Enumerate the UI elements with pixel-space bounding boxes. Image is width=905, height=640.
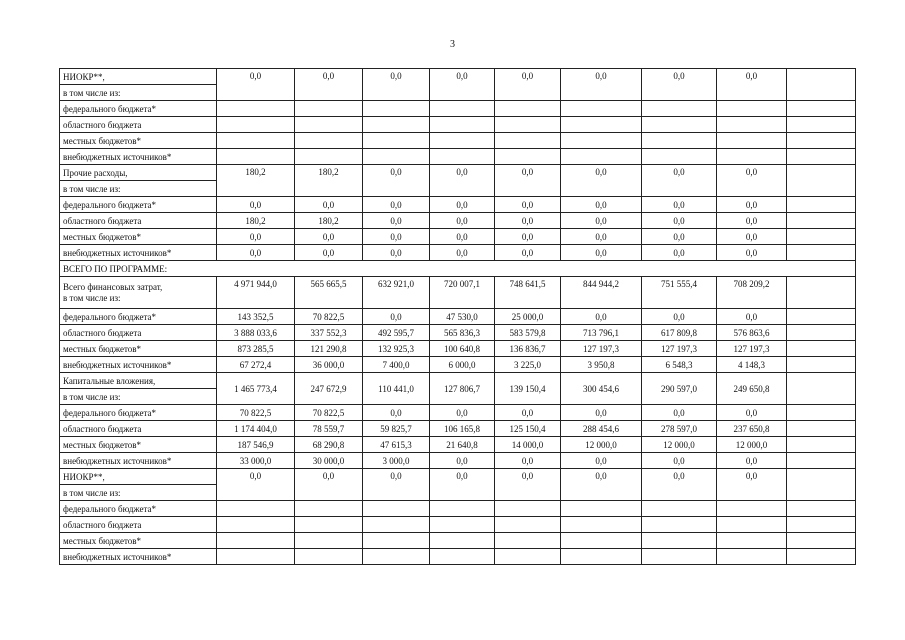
value-cell: 0,0 <box>561 309 642 325</box>
value-cell: 70 822,5 <box>295 405 363 421</box>
table-row <box>60 245 856 261</box>
row-label: Прочие расходы, <box>60 165 217 181</box>
value-cell: 0,0 <box>717 197 787 213</box>
value-cell <box>430 149 495 165</box>
row-sublabel: в том числе из: <box>60 181 217 197</box>
value-cell: 12 000,0 <box>561 437 642 453</box>
value-cell: 0,0 <box>717 165 787 197</box>
value-cell <box>217 133 295 149</box>
value-cell <box>642 517 717 533</box>
value-cell <box>787 533 856 549</box>
value-cell <box>787 245 856 261</box>
group-header-row <box>60 69 856 85</box>
value-cell: 0,0 <box>495 69 561 101</box>
value-cell: 125 150,4 <box>495 421 561 437</box>
value-cell <box>363 517 430 533</box>
value-cell: 187 546,9 <box>217 437 295 453</box>
value-cell <box>295 117 363 133</box>
value-cell: 748 641,5 <box>495 277 561 309</box>
value-cell: 4 971 944,0 <box>217 277 295 309</box>
table-row <box>60 501 856 517</box>
value-cell: 247 672,9 <box>295 373 363 405</box>
value-cell: 751 555,4 <box>642 277 717 309</box>
row-label: федерального бюджета* <box>60 101 217 117</box>
value-cell <box>787 69 856 101</box>
value-cell: 3 000,0 <box>363 453 430 469</box>
value-cell: 180,2 <box>295 213 363 229</box>
value-cell: 0,0 <box>642 213 717 229</box>
value-cell: 0,0 <box>642 405 717 421</box>
value-cell: 0,0 <box>717 213 787 229</box>
value-cell: 576 863,6 <box>717 325 787 341</box>
row-sublabel: в том числе из: <box>60 85 217 101</box>
value-cell: 0,0 <box>430 213 495 229</box>
value-cell <box>787 405 856 421</box>
value-cell <box>430 101 495 117</box>
row-sublabel: в том числе из: <box>60 485 217 501</box>
value-cell <box>787 165 856 197</box>
value-cell <box>495 501 561 517</box>
table-row <box>60 149 856 165</box>
row-label: федерального бюджета* <box>60 197 217 213</box>
value-cell: 290 597,0 <box>642 373 717 405</box>
value-cell: 0,0 <box>717 405 787 421</box>
value-cell: 0,0 <box>363 69 430 101</box>
value-cell <box>495 517 561 533</box>
value-cell: 47 615,3 <box>363 437 430 453</box>
value-cell: 0,0 <box>642 309 717 325</box>
value-cell <box>717 501 787 517</box>
value-cell: 632 921,0 <box>363 277 430 309</box>
value-cell <box>561 533 642 549</box>
value-cell: 110 441,0 <box>363 373 430 405</box>
value-cell: 844 944,2 <box>561 277 642 309</box>
value-cell: 0,0 <box>561 469 642 501</box>
value-cell: 0,0 <box>430 197 495 213</box>
value-cell: 0,0 <box>495 197 561 213</box>
value-cell: 36 000,0 <box>295 357 363 373</box>
row-label: областного бюджета <box>60 325 217 341</box>
value-cell: 0,0 <box>642 165 717 197</box>
value-cell: 0,0 <box>217 245 295 261</box>
value-cell <box>295 133 363 149</box>
table-row <box>60 309 856 325</box>
row-label: местных бюджетов* <box>60 533 217 549</box>
value-cell: 0,0 <box>717 245 787 261</box>
value-cell: 300 454,6 <box>561 373 642 405</box>
value-cell <box>363 549 430 565</box>
value-cell <box>787 309 856 325</box>
value-cell <box>787 501 856 517</box>
value-cell: 0,0 <box>717 229 787 245</box>
value-cell <box>787 357 856 373</box>
value-cell: 0,0 <box>495 213 561 229</box>
table-row <box>60 133 856 149</box>
value-cell <box>561 501 642 517</box>
row-label: областного бюджета <box>60 421 217 437</box>
value-cell <box>787 213 856 229</box>
row-label: НИОКР**, <box>60 69 217 85</box>
section-row <box>60 261 856 277</box>
value-cell <box>787 117 856 133</box>
value-cell: 139 150,4 <box>495 373 561 405</box>
value-cell: 565 665,5 <box>295 277 363 309</box>
value-cell <box>787 437 856 453</box>
table-row <box>60 421 856 437</box>
value-cell: 1 174 404,0 <box>217 421 295 437</box>
value-cell <box>787 517 856 533</box>
row-label: внебюджетных источников* <box>60 245 217 261</box>
value-cell: 0,0 <box>430 469 495 501</box>
value-cell: 0,0 <box>430 245 495 261</box>
row-label: областного бюджета <box>60 117 217 133</box>
value-cell <box>642 549 717 565</box>
row-label-line: Всего финансовых затрат, <box>63 281 163 292</box>
value-cell <box>430 533 495 549</box>
value-cell <box>430 549 495 565</box>
row-label: областного бюджета <box>60 213 217 229</box>
value-cell <box>561 133 642 149</box>
value-cell: 0,0 <box>430 165 495 197</box>
value-cell: 33 000,0 <box>217 453 295 469</box>
value-cell: 21 640,8 <box>430 437 495 453</box>
value-cell: 59 825,7 <box>363 421 430 437</box>
value-cell <box>295 549 363 565</box>
value-cell: 0,0 <box>217 229 295 245</box>
value-cell: 0,0 <box>430 229 495 245</box>
value-cell: 78 559,7 <box>295 421 363 437</box>
value-cell: 0,0 <box>363 245 430 261</box>
value-cell <box>561 117 642 133</box>
value-cell <box>787 549 856 565</box>
value-cell: 0,0 <box>217 197 295 213</box>
row-label: местных бюджетов* <box>60 341 217 357</box>
budget-table <box>59 68 856 565</box>
value-cell <box>363 533 430 549</box>
value-cell <box>642 501 717 517</box>
value-cell <box>495 549 561 565</box>
value-cell: 3 225,0 <box>495 357 561 373</box>
value-cell: 0,0 <box>430 405 495 421</box>
value-cell <box>787 149 856 165</box>
value-cell <box>717 117 787 133</box>
group-header-row <box>60 469 856 485</box>
value-cell <box>787 373 856 405</box>
value-cell: 12 000,0 <box>642 437 717 453</box>
value-cell: 0,0 <box>430 69 495 101</box>
group-header-row <box>60 165 856 181</box>
table-row <box>60 357 856 373</box>
value-cell: 14 000,0 <box>495 437 561 453</box>
table-row <box>60 117 856 133</box>
value-cell <box>295 533 363 549</box>
value-cell <box>717 149 787 165</box>
value-cell: 337 552,3 <box>295 325 363 341</box>
table-row <box>60 197 856 213</box>
value-cell: 0,0 <box>561 453 642 469</box>
table-row <box>60 229 856 245</box>
value-cell <box>561 549 642 565</box>
value-cell: 0,0 <box>561 165 642 197</box>
row-label <box>60 277 217 309</box>
value-cell <box>642 117 717 133</box>
value-cell: 0,0 <box>561 245 642 261</box>
value-cell: 0,0 <box>217 469 295 501</box>
value-cell: 3 950,8 <box>561 357 642 373</box>
value-cell: 0,0 <box>363 405 430 421</box>
value-cell: 278 597,0 <box>642 421 717 437</box>
value-cell: 0,0 <box>495 469 561 501</box>
value-cell: 617 809,8 <box>642 325 717 341</box>
row-label: внебюджетных источников* <box>60 149 217 165</box>
table-row <box>60 213 856 229</box>
value-cell <box>217 517 295 533</box>
table-row <box>60 549 856 565</box>
value-cell <box>787 101 856 117</box>
row-label: областного бюджета <box>60 517 217 533</box>
value-cell: 708 209,2 <box>717 277 787 309</box>
value-cell <box>430 117 495 133</box>
value-cell <box>787 325 856 341</box>
row-sublabel: в том числе из: <box>60 389 217 405</box>
value-cell: 30 000,0 <box>295 453 363 469</box>
value-cell: 0,0 <box>642 69 717 101</box>
table-row <box>60 325 856 341</box>
value-cell: 0,0 <box>561 405 642 421</box>
value-cell: 0,0 <box>295 469 363 501</box>
value-cell <box>787 421 856 437</box>
value-cell: 25 000,0 <box>495 309 561 325</box>
value-cell: 720 007,1 <box>430 277 495 309</box>
value-cell <box>363 501 430 517</box>
table-row <box>60 437 856 453</box>
value-cell <box>787 277 856 309</box>
total-row <box>60 277 856 309</box>
row-label: местных бюджетов* <box>60 229 217 245</box>
value-cell <box>717 517 787 533</box>
row-label: Капитальные вложения, <box>60 373 217 389</box>
value-cell <box>561 517 642 533</box>
row-label: внебюджетных источников* <box>60 357 217 373</box>
value-cell <box>787 133 856 149</box>
row-label: местных бюджетов* <box>60 133 217 149</box>
value-cell: 0,0 <box>295 69 363 101</box>
value-cell <box>363 101 430 117</box>
row-label: внебюджетных источников* <box>60 549 217 565</box>
value-cell: 12 000,0 <box>717 437 787 453</box>
value-cell <box>787 229 856 245</box>
table-row <box>60 453 856 469</box>
value-cell: 0,0 <box>717 69 787 101</box>
value-cell: 127 806,7 <box>430 373 495 405</box>
value-cell: 106 165,8 <box>430 421 495 437</box>
value-cell <box>295 149 363 165</box>
value-cell <box>363 149 430 165</box>
value-cell <box>787 469 856 501</box>
value-cell <box>717 101 787 117</box>
value-cell <box>363 133 430 149</box>
value-cell: 0,0 <box>363 165 430 197</box>
value-cell: 0,0 <box>430 453 495 469</box>
value-cell: 0,0 <box>561 213 642 229</box>
value-cell: 0,0 <box>495 453 561 469</box>
value-cell: 0,0 <box>495 229 561 245</box>
row-label: НИОКР**, <box>60 469 217 485</box>
value-cell <box>642 101 717 117</box>
value-cell: 0,0 <box>363 213 430 229</box>
value-cell <box>495 101 561 117</box>
value-cell: 0,0 <box>642 453 717 469</box>
value-cell: 583 579,8 <box>495 325 561 341</box>
table-row <box>60 341 856 357</box>
value-cell: 127 197,3 <box>717 341 787 357</box>
value-cell <box>217 101 295 117</box>
value-cell: 0,0 <box>642 197 717 213</box>
value-cell: 0,0 <box>363 197 430 213</box>
value-cell <box>717 533 787 549</box>
value-cell <box>363 117 430 133</box>
value-cell: 0,0 <box>363 229 430 245</box>
value-cell: 70 822,5 <box>295 309 363 325</box>
value-cell: 132 925,3 <box>363 341 430 357</box>
section-title: ВСЕГО ПО ПРОГРАММЕ: <box>60 261 856 277</box>
value-cell <box>430 501 495 517</box>
value-cell: 7 400,0 <box>363 357 430 373</box>
value-cell <box>717 549 787 565</box>
value-cell: 127 197,3 <box>561 341 642 357</box>
value-cell <box>717 133 787 149</box>
value-cell: 180,2 <box>217 165 295 197</box>
value-cell: 0,0 <box>717 453 787 469</box>
value-cell: 0,0 <box>495 245 561 261</box>
row-label: внебюджетных источников* <box>60 453 217 469</box>
value-cell: 0,0 <box>561 69 642 101</box>
value-cell: 0,0 <box>642 245 717 261</box>
value-cell: 492 595,7 <box>363 325 430 341</box>
value-cell <box>495 533 561 549</box>
value-cell: 0,0 <box>295 229 363 245</box>
page-number: 3 <box>450 39 455 50</box>
value-cell <box>642 533 717 549</box>
value-cell <box>430 133 495 149</box>
value-cell <box>495 133 561 149</box>
value-cell: 0,0 <box>295 197 363 213</box>
value-cell: 0,0 <box>561 229 642 245</box>
value-cell <box>642 149 717 165</box>
value-cell: 0,0 <box>295 245 363 261</box>
value-cell: 565 836,3 <box>430 325 495 341</box>
value-cell: 6 548,3 <box>642 357 717 373</box>
value-cell <box>217 149 295 165</box>
value-cell <box>430 517 495 533</box>
value-cell: 0,0 <box>717 469 787 501</box>
value-cell: 47 530,0 <box>430 309 495 325</box>
value-cell: 70 822,5 <box>217 405 295 421</box>
value-cell <box>642 133 717 149</box>
value-cell: 237 650,8 <box>717 421 787 437</box>
value-cell: 67 272,4 <box>217 357 295 373</box>
value-cell: 0,0 <box>495 405 561 421</box>
value-cell <box>217 533 295 549</box>
value-cell <box>787 197 856 213</box>
value-cell <box>217 501 295 517</box>
value-cell: 121 290,8 <box>295 341 363 357</box>
value-cell: 873 285,5 <box>217 341 295 357</box>
value-cell: 0,0 <box>495 165 561 197</box>
value-cell: 0,0 <box>642 469 717 501</box>
table-row <box>60 101 856 117</box>
value-cell: 143 352,5 <box>217 309 295 325</box>
row-label: федерального бюджета* <box>60 405 217 421</box>
value-cell: 136 836,7 <box>495 341 561 357</box>
value-cell: 0,0 <box>363 469 430 501</box>
value-cell: 0,0 <box>363 309 430 325</box>
table-row <box>60 517 856 533</box>
value-cell <box>295 517 363 533</box>
value-cell <box>295 101 363 117</box>
table-row <box>60 405 856 421</box>
value-cell: 127 197,3 <box>642 341 717 357</box>
value-cell <box>495 117 561 133</box>
value-cell <box>561 101 642 117</box>
row-sublabel: в том числе из: <box>63 292 121 303</box>
value-cell: 1 465 773,4 <box>217 373 295 405</box>
value-cell: 0,0 <box>561 197 642 213</box>
value-cell: 180,2 <box>295 165 363 197</box>
row-label: федерального бюджета* <box>60 309 217 325</box>
value-cell: 249 650,8 <box>717 373 787 405</box>
value-cell: 180,2 <box>217 213 295 229</box>
value-cell <box>495 149 561 165</box>
value-cell <box>295 501 363 517</box>
value-cell: 4 148,3 <box>717 357 787 373</box>
value-cell: 100 640,8 <box>430 341 495 357</box>
group-header-row <box>60 373 856 389</box>
value-cell: 0,0 <box>717 309 787 325</box>
value-cell: 68 290,8 <box>295 437 363 453</box>
row-label: местных бюджетов* <box>60 437 217 453</box>
value-cell: 0,0 <box>642 229 717 245</box>
row-label: федерального бюджета* <box>60 501 217 517</box>
value-cell <box>787 453 856 469</box>
value-cell <box>787 341 856 357</box>
value-cell: 6 000,0 <box>430 357 495 373</box>
value-cell <box>217 549 295 565</box>
value-cell: 3 888 033,6 <box>217 325 295 341</box>
value-cell: 0,0 <box>217 69 295 101</box>
table-row <box>60 533 856 549</box>
value-cell <box>217 117 295 133</box>
value-cell <box>561 149 642 165</box>
value-cell: 288 454,6 <box>561 421 642 437</box>
value-cell: 713 796,1 <box>561 325 642 341</box>
